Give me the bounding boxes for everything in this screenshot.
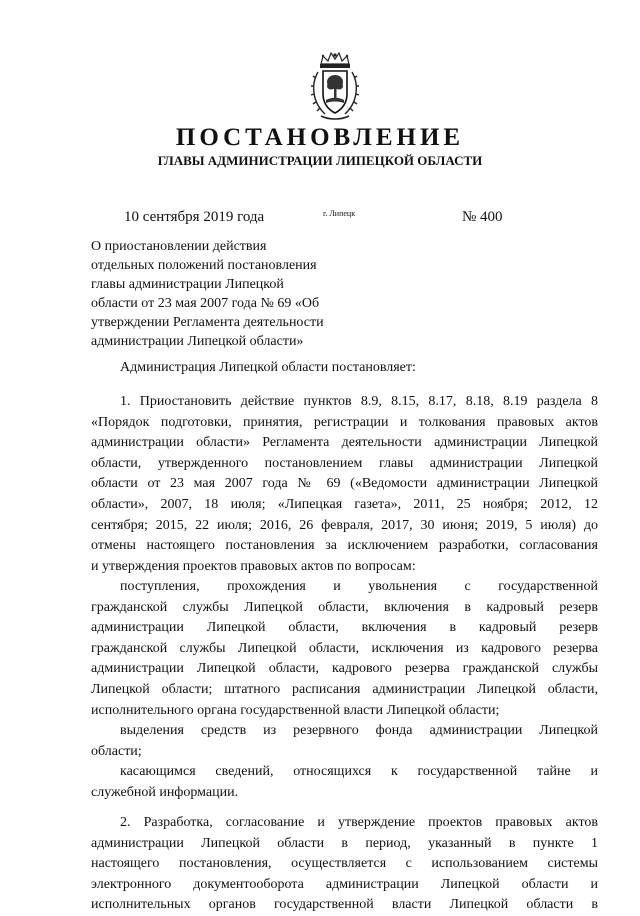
heading-line: области от 23 мая 2007 года № 69 «Об bbox=[91, 296, 320, 311]
body-line: администрации области» Регламента деятельности администрации Липецкой bbox=[91, 435, 598, 451]
body-line: «Порядок подготовки, принятия, регистрации и толкования правовых актов bbox=[91, 414, 598, 430]
body-line: сентября; 2015, 22 июля; 2016, 26 февраля, 2017, 30 июня; 2019, 5 июля) до bbox=[91, 517, 598, 533]
body-line: администрации Липецкой области, включения в кадровый резерв bbox=[91, 620, 598, 636]
document-number: № 400 bbox=[462, 209, 503, 225]
body-line: выделения средств из резервного фонда администрации Липецкой bbox=[120, 723, 598, 738]
document-city: г. Липецк bbox=[323, 209, 356, 218]
body-line: служебной информации. bbox=[91, 784, 239, 800]
paragraph-2 bbox=[91, 813, 598, 916]
body-line: области», 2007, 18 июля; «Липецкая газета», 2011, 25 ноября; 2012, 12 bbox=[91, 496, 598, 512]
body-line: исполнительного органа государственной власти Липецкой области; bbox=[91, 702, 500, 718]
item-c bbox=[91, 762, 598, 803]
body-line: исполнительных органов государственной власти Липецкой области в bbox=[91, 897, 598, 913]
body-line: отмены настоящего постановления за исключением разработки, согласования bbox=[91, 538, 598, 554]
heading-line: администрации Липецкой области» bbox=[91, 334, 304, 349]
heading-line: главы администрации Липецкой bbox=[91, 277, 284, 292]
coat-of-arms-icon bbox=[309, 50, 361, 122]
heading-line: отдельных положений постановления bbox=[91, 258, 317, 273]
heading-line: О приостановлении действия bbox=[91, 239, 267, 254]
body-line: настоящего постановления, осуществляется с использованием системы bbox=[91, 856, 598, 872]
body-line: гражданской службы Липецкой области, включения в кадровый резерв bbox=[91, 599, 598, 615]
body-line: области, утвержденного постановлением главы администрации Липецкой bbox=[91, 455, 598, 471]
paragraph-1 bbox=[91, 392, 598, 577]
resolution-heading bbox=[91, 237, 361, 351]
body-line: области; bbox=[91, 743, 142, 759]
body-line: 2. Разработка, согласование и утверждение проектов правовых актов bbox=[120, 815, 598, 830]
body-line: области от 23 мая 2007 года № 69 («Ведомости администрации Липецкой bbox=[91, 476, 598, 492]
document-subtitle: ГЛАВЫ АДМИНИСТРАЦИИ ЛИПЕЦКОЙ ОБЛАСТИ bbox=[157, 153, 483, 168]
body-line: поступления, прохождения и увольнения с государственной bbox=[120, 579, 598, 594]
heading-line: утверждении Регламента деятельности bbox=[91, 315, 324, 330]
body-line: Липецкой области; штатного расписания администрации Липецкой области, bbox=[91, 681, 598, 697]
item-b bbox=[91, 721, 598, 762]
body-line: гражданской службы Липецкой области, исключения из кадрового резерва bbox=[91, 640, 598, 656]
body-line: электронного документооборота администрации Липецкой области и bbox=[91, 876, 598, 892]
document-date: 10 сентября 2019 года bbox=[124, 209, 265, 225]
document-title: ПОСТАНОВЛЕНИЕ bbox=[175, 124, 465, 151]
body-line: и утверждения проектов правовых актов по вопросам: bbox=[91, 558, 416, 574]
body-line: касающимся сведений, относящихся к государственной тайне и bbox=[120, 764, 598, 779]
body-line: администрации Липецкой области, кадрового резерва гражданской службы bbox=[91, 661, 598, 677]
item-a bbox=[91, 577, 598, 721]
body-line: 1. Приостановить действие пунктов 8.9, 8.15, 8.17, 8.18, 8.19 раздела 8 bbox=[120, 394, 598, 409]
preamble: Администрация Липецкой области постановляет: bbox=[120, 360, 416, 375]
body-line: администрации Липецкой области в период, указанный в пункте 1 bbox=[91, 835, 598, 851]
